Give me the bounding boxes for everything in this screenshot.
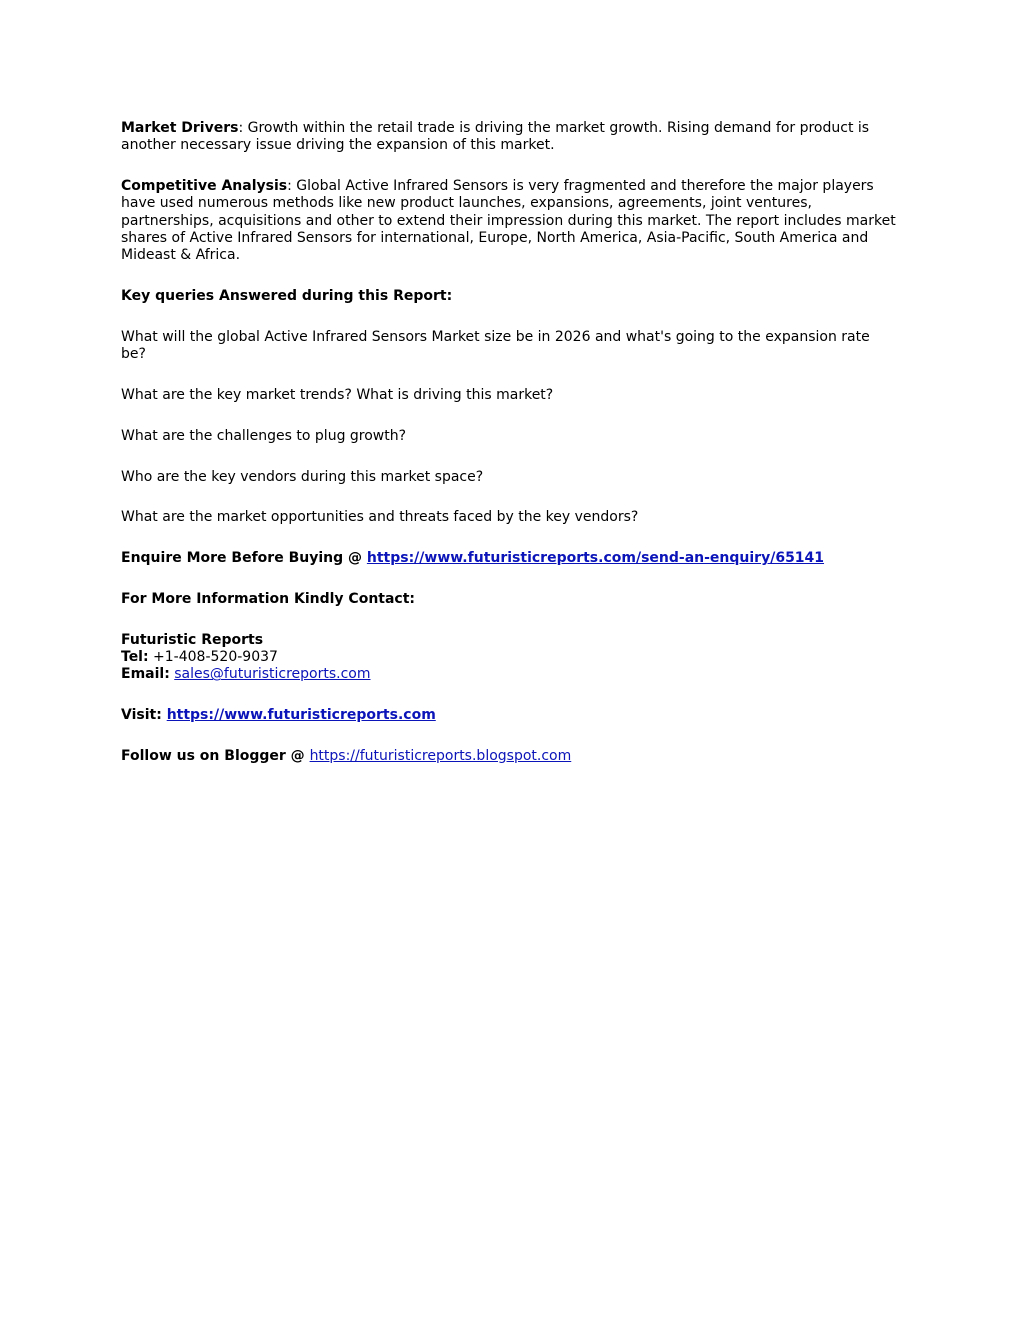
market-drivers-label: Market Drivers: [121, 120, 239, 136]
blogger-label: Follow us on Blogger @: [121, 747, 310, 764]
website-link[interactable]: https://www.futuristicreports.com: [166, 707, 436, 724]
competitive-analysis-text: : Global Active Infrared Sensors is very fragmented and therefore the major players have used numerous methods like new product launches, expansions, agreements, joint ventures, partnerships, acquisitions and other to extend their impression during this market. The report includes market shares of Active Infrared Sensors for international, Europe, North America, Asia-Pacific, South America and Mideast & Africa.: [121, 178, 896, 264]
email-link[interactable]: sales@futuristicreports.com: [174, 666, 371, 683]
competitive-analysis-paragraph: [121, 178, 896, 264]
visit-label: Visit:: [121, 707, 167, 724]
contact-heading: For More Information Kindly Contact:: [121, 590, 416, 607]
document-body: [121, 120, 896, 789]
company-name: Futuristic Reports: [121, 631, 264, 648]
question-item: Who are the key vendors during this market space?: [121, 468, 484, 485]
market-drivers-text: : Growth within the retail trade is driving the market growth. Rising demand for product is another necessary issue driving the expansion of this market.: [121, 120, 870, 154]
market-drivers-paragraph: [121, 120, 896, 155]
enquiry-link[interactable]: https://www.futuristicreports.com/send-an-enquiry/65141: [366, 550, 825, 567]
enquire-label: Enquire More Before Buying @: [121, 550, 367, 567]
competitive-analysis-label: Competitive Analysis: [121, 178, 288, 195]
key-queries-heading: Key queries Answered during this Report:: [121, 288, 453, 305]
tel-value: +1-408-520-9037: [148, 649, 278, 666]
contact-block: [121, 632, 896, 684]
blogger-link[interactable]: https://futuristicreports.blogspot.com: [309, 747, 572, 764]
email-label: Email:: [121, 666, 170, 683]
tel-line: [121, 649, 896, 666]
enquire-paragraph: [121, 550, 896, 567]
question-item: What will the global Active Infrared Sensors Market size be in 2026 and what's going to the expansion rate be?: [121, 328, 870, 363]
tel-label: Tel:: [121, 649, 149, 666]
visit-paragraph: [121, 707, 896, 724]
question-item: What are the challenges to plug growth?: [121, 427, 407, 444]
blogger-paragraph: [121, 748, 896, 765]
question-item: What are the market opportunities and threats faced by the key vendors?: [121, 509, 639, 526]
email-line: [121, 666, 896, 683]
question-item: What are the key market trends? What is driving this market?: [121, 386, 554, 403]
